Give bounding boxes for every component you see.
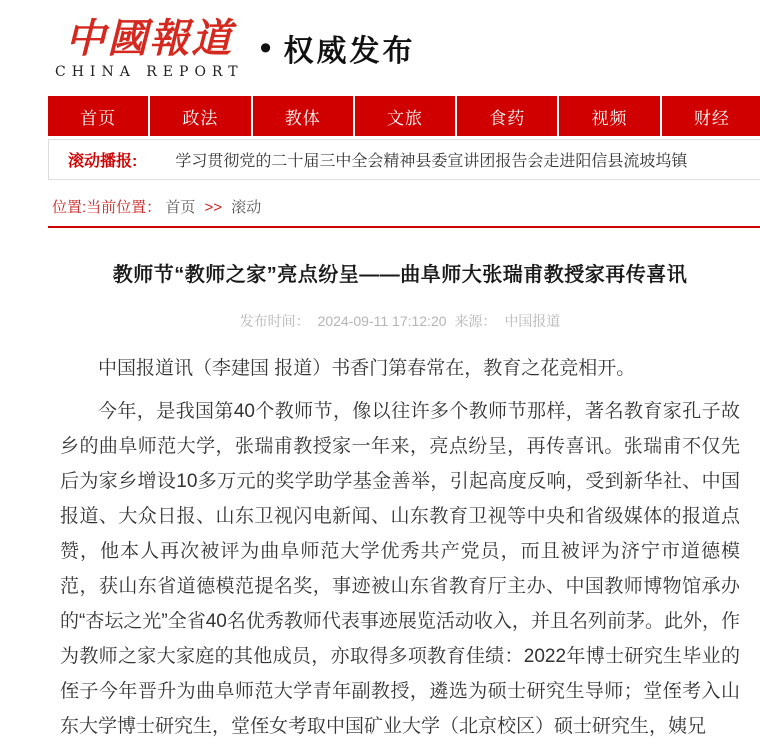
breadcrumb-prefix: 位置:当前位置： <box>52 199 162 216</box>
article-paragraph: 今年，是我国第40个教师节，像以往许多个教师节那样，著名教育家孔子故乡的曲阜师范大学，张瑞甫教授家一年来，亮点纷呈，再传喜讯。张瑞甫不仅先后为家乡增设10多万元的奖学助学基金善举，引起高度反响，受到新华社、中国报道、大众日报、山东卫视闪电新闻、山东教育卫视等中央和省级媒体的报道点赞，他本人再次被评为曲阜师范大学优秀共产党员，而且被评为济宁市道德模范，获山东省道德模范提名奖，事迹被山东省教育厅主办、中国教师博物馆承办的“杏坛之光”全省40名优秀教师代表事迹展览活动收入，并且名列前茅。此外，作为教师之家大家庭的其他成员，亦取得多项教育佳绩：2022年博士研究生毕业的侄子今年晋升为曲阜师范大学青年副教授，遴选为硕士研究生导师；堂侄考入山东大学博士研究生，堂侄女考取中国矿业大学（北京校区）硕士研究生，姨兄 <box>60 401 740 737</box>
source-label: 来源： <box>454 313 497 329</box>
article-body <box>60 351 740 744</box>
brand-tagline: 权威发布 <box>283 35 416 68</box>
logo-english-text: CHINA REPORT <box>55 64 244 80</box>
bullet-dot-icon: • <box>259 29 272 67</box>
nav-item-food-drug[interactable]: 食药 <box>457 96 559 136</box>
article-title: 教师节“教师之家”亮点纷呈——曲阜师大张瑞甫教授家再传喜讯 <box>112 264 688 286</box>
source-value: 中国报道 <box>504 313 561 329</box>
breadcrumb <box>52 196 760 217</box>
breadcrumb-current[interactable]: 滚动 <box>231 199 262 216</box>
nav-item-finance[interactable]: 财经 <box>662 96 760 136</box>
main-nav <box>48 96 760 136</box>
site-header <box>0 0 760 96</box>
nav-item-culture-tourism[interactable]: 文旅 <box>355 96 457 136</box>
nav-item-home[interactable]: 首页 <box>48 96 150 136</box>
article-meta <box>60 311 740 331</box>
breadcrumb-separator: >> <box>204 199 223 216</box>
publish-time-value: 2024-09-11 17:12:20 <box>317 313 447 329</box>
publish-time-label: 发布时间： <box>239 313 310 329</box>
nav-item-education-sports[interactable]: 教体 <box>253 96 355 136</box>
nav-item-politics-law[interactable]: 政法 <box>150 96 252 136</box>
logo-chinese-calligraphy: 中國報道 <box>65 15 234 62</box>
breadcrumb-home-link[interactable]: 首页 <box>165 199 196 216</box>
nav-item-video[interactable]: 视频 <box>559 96 661 136</box>
ticker-label: 滚动播报: <box>68 153 138 170</box>
news-ticker <box>48 139 760 180</box>
red-divider-line <box>48 226 760 228</box>
article-paragraph: 中国报道讯（李建国 报道）书香门第春常在，教育之花竞相开。 <box>98 358 636 379</box>
ticker-headline-link[interactable]: 学习贯彻党的二十届三中全会精神县委宣讲团报告会走进阳信县流坡坞镇 <box>175 153 688 170</box>
site-logo[interactable] <box>55 16 244 80</box>
article <box>60 258 740 744</box>
